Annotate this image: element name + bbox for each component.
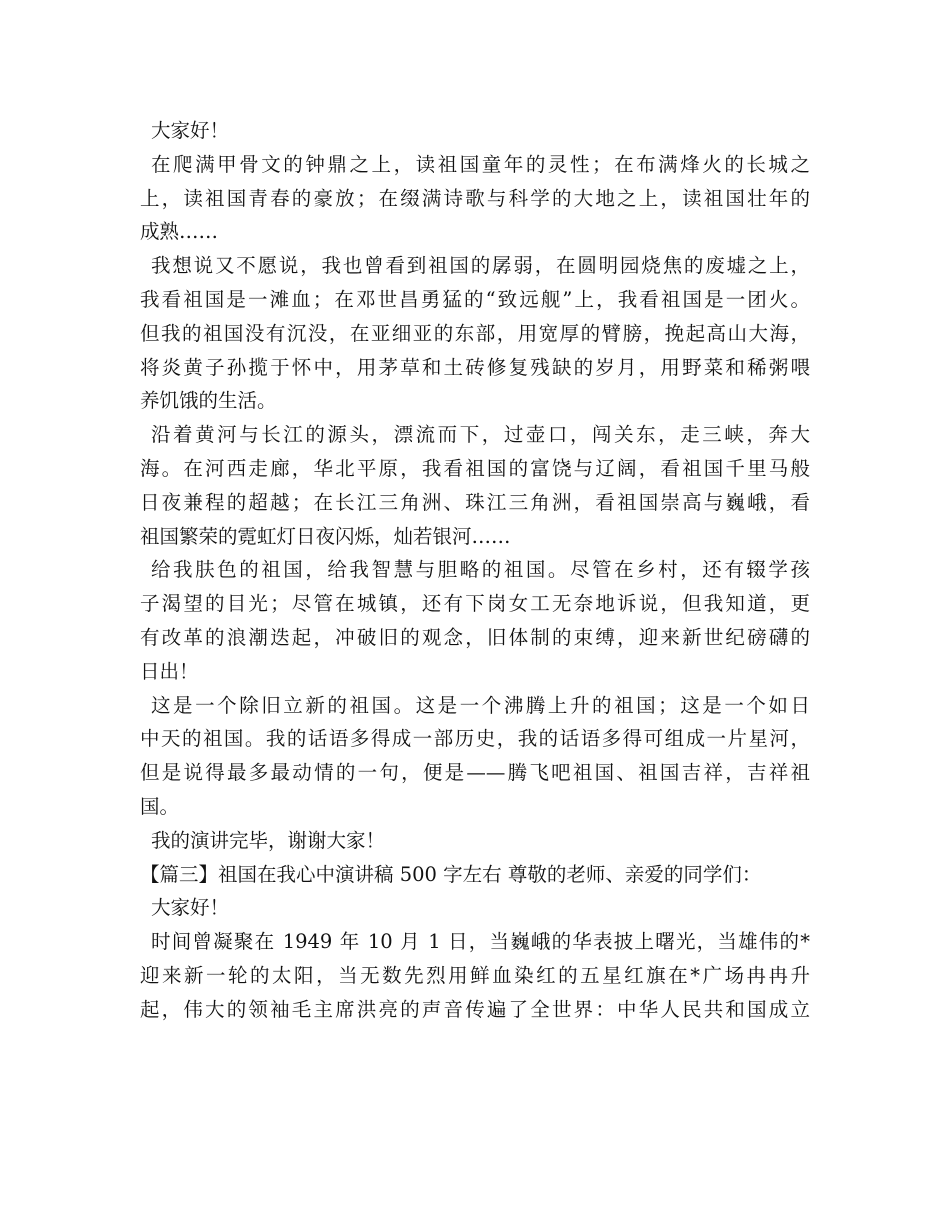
text-line: 但是说得最多最动情的一句，便是——腾飞吧祖国、祖国吉祥，吉祥祖 — [140, 761, 810, 785]
text-line: 这是一个除旧立新的祖国。这是一个沸腾上升的祖国；这是一个如日 — [151, 693, 810, 717]
text-line: 我的演讲完毕，谢谢大家！ — [151, 828, 386, 852]
text-line: 上，读祖国青春的豪放；在缀满诗歌与科学的大地之上，读祖国壮年的 — [140, 186, 810, 210]
text-line: 迎来新一轮的太阳，当无数先烈用鲜血染红的五星红旗在*广场冉冉升 — [140, 963, 810, 987]
text-line: 将炎黄子孙揽于怀中，用茅草和土砖修复残缺的岁月，用野菜和稀粥喂 — [140, 355, 810, 379]
text-line: 我看祖国是一滩血；在邓世昌勇猛的“致远舰”上，我看祖国是一团火。 — [140, 287, 810, 311]
text-line: 大家好！ — [151, 896, 230, 920]
text-line: 在爬满甲骨文的钟鼎之上，读祖国童年的灵性；在布满烽火的长城之 — [151, 152, 810, 176]
text-line: 日出！ — [140, 659, 199, 683]
text-line: 养饥饿的生活。 — [140, 389, 277, 413]
speech-text-body — [140, 114, 810, 1027]
text-line: 中天的祖国。我的话语多得成一部历史，我的话语多得可组成一片星河， — [140, 727, 810, 751]
text-line: 日夜兼程的超越；在长江三角洲、珠江三角洲，看祖国崇高与巍峨，看 — [140, 490, 810, 514]
text-line: 给我肤色的祖国，给我智慧与胆略的祖国。尽管在乡村，还有辍学孩 — [151, 558, 810, 582]
text-line: 起，伟大的领袖毛主席洪亮的声音传遍了全世界：中华人民共和国成立 — [140, 997, 810, 1021]
text-line: 国。 — [140, 794, 180, 818]
text-line: 祖国繁荣的霓虹灯日夜闪烁，灿若银河…… — [140, 524, 511, 548]
text-line: 海。在河西走廊，华北平原，我看祖国的富饶与辽阔，看祖国千里马般 — [140, 456, 810, 480]
text-line: 成熟…… — [140, 220, 219, 244]
text-line: 【篇三】祖国在我心中演讲稿 500 字左右 尊敬的老师、亲爱的同学们： — [140, 862, 762, 886]
text-line: 沿着黄河与长江的源头，漂流而下，过壶口，闯关东，走三峡，奔大 — [151, 423, 810, 447]
text-line: 时间曾凝聚在 1949 年 10 月 1 日，当巍峨的华表披上曙光，当雄伟的* — [151, 930, 810, 954]
text-line: 子渴望的目光；尽管在城镇，还有下岗女工无奈地诉说，但我知道，更 — [140, 592, 810, 616]
text-line: 但我的祖国没有沉没，在亚细亚的东部，用宽厚的臂膀，挽起高山大海， — [140, 321, 810, 345]
text-line: 我想说又不愿说，我也曾看到祖国的孱弱，在圆明园烧焦的废墟之上， — [151, 254, 810, 278]
text-line: 有改革的浪潮迭起，冲破旧的观念，旧体制的束缚，迎来新世纪磅礴的 — [140, 625, 810, 649]
text-line: 大家好！ — [151, 119, 230, 142]
